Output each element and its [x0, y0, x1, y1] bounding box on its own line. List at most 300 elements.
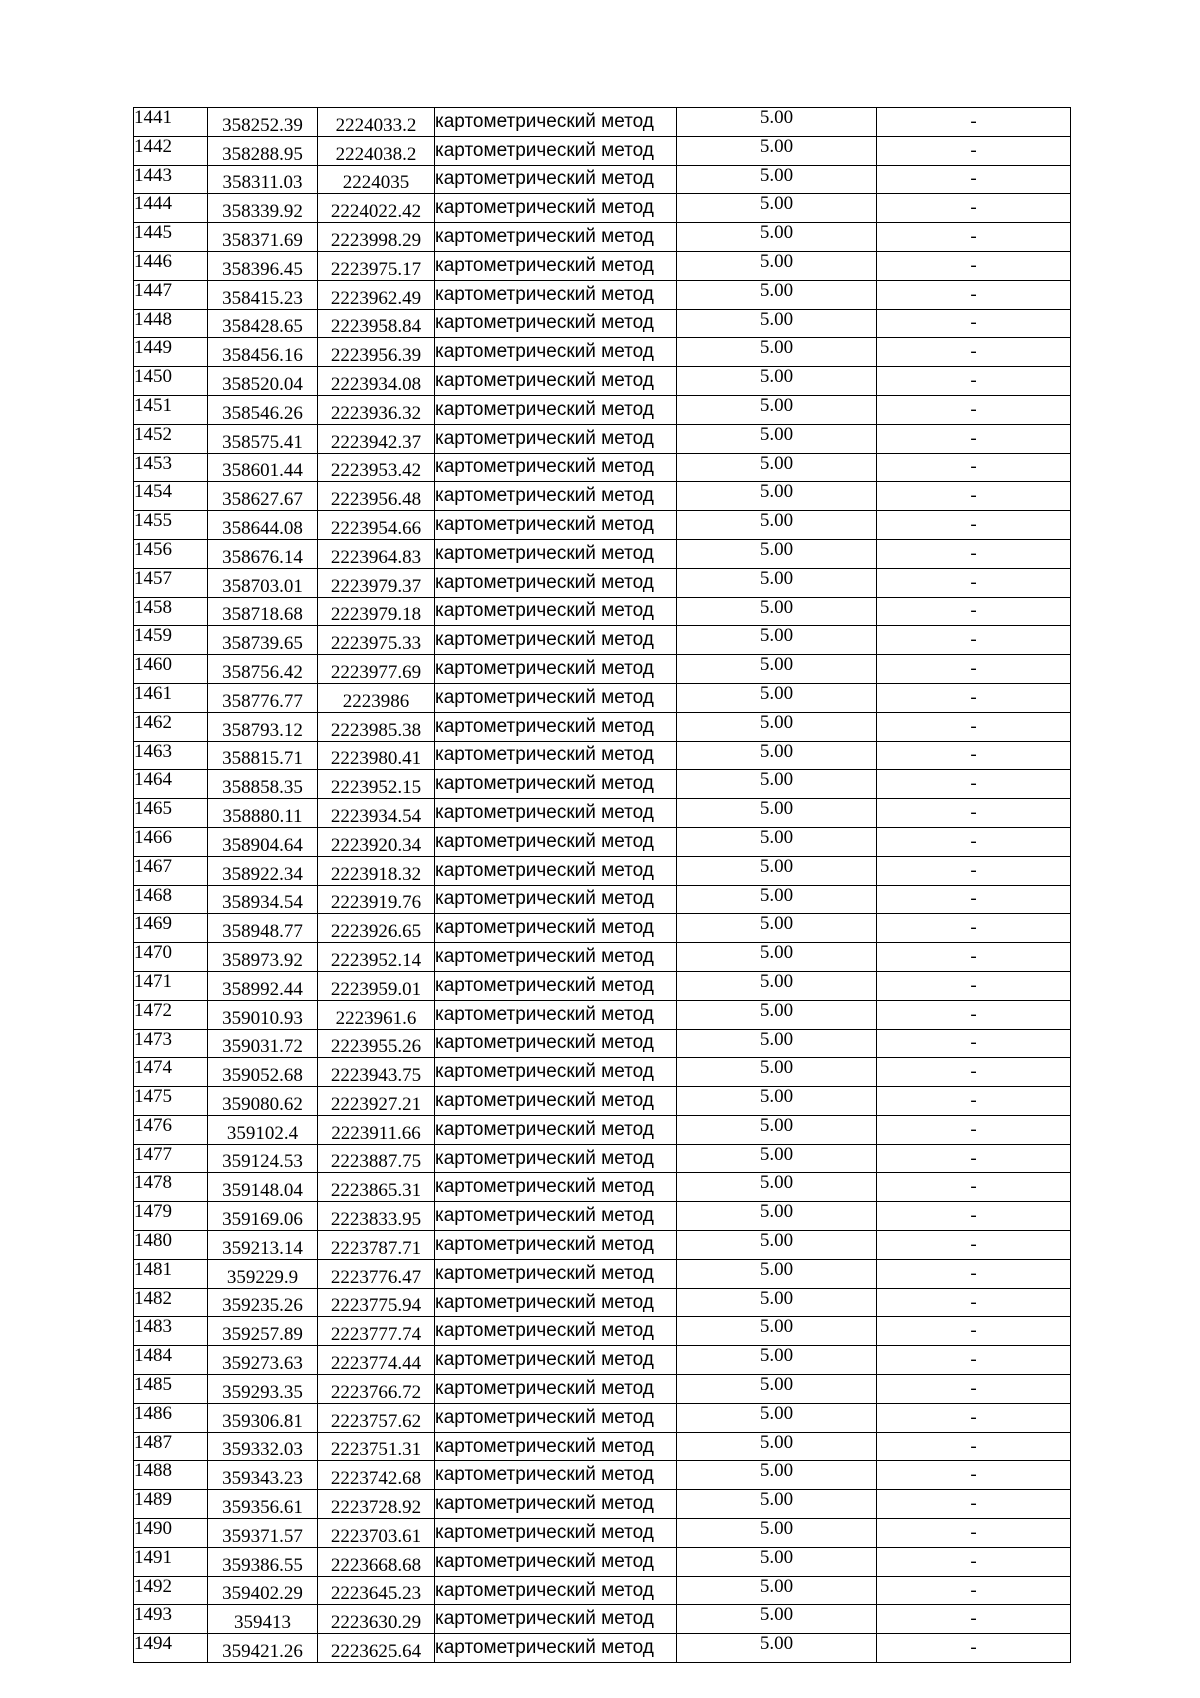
method-cell: картометрический метод — [435, 1058, 677, 1087]
point-number-cell: 1445 — [134, 223, 208, 252]
x-coordinate-cell: 358776.77 — [208, 683, 318, 712]
y-coordinate-cell: 2223962.49 — [318, 280, 435, 309]
table-row — [134, 568, 1071, 597]
table-row — [134, 1576, 1071, 1605]
y-coordinate-cell: 2223833.95 — [318, 1202, 435, 1231]
table-row — [134, 1403, 1071, 1432]
y-coordinate-cell: 2224035 — [318, 165, 435, 194]
x-coordinate-cell: 358880.11 — [208, 799, 318, 828]
note-cell: - — [877, 309, 1071, 338]
coordinates-table-body — [134, 108, 1071, 1663]
point-number-cell: 1470 — [134, 943, 208, 972]
precision-cell: 5.00 — [677, 655, 877, 684]
method-cell: картометрический метод — [435, 338, 677, 367]
x-coordinate-cell: 359332.03 — [208, 1432, 318, 1461]
x-coordinate-cell: 358288.95 — [208, 136, 318, 165]
y-coordinate-cell: 2223954.66 — [318, 511, 435, 540]
y-coordinate-cell: 2223934.54 — [318, 799, 435, 828]
table-row — [134, 827, 1071, 856]
method-cell: картометрический метод — [435, 712, 677, 741]
precision-cell: 5.00 — [677, 943, 877, 972]
precision-cell: 5.00 — [677, 280, 877, 309]
method-cell: картометрический метод — [435, 223, 677, 252]
method-cell: картометрический метод — [435, 482, 677, 511]
point-number-cell: 1443 — [134, 165, 208, 194]
note-cell: - — [877, 1173, 1071, 1202]
table-row — [134, 1144, 1071, 1173]
coordinates-table — [133, 107, 1071, 1663]
x-coordinate-cell: 358371.69 — [208, 223, 318, 252]
method-cell: картометрический метод — [435, 1576, 677, 1605]
x-coordinate-cell: 359371.57 — [208, 1519, 318, 1548]
table-row — [134, 251, 1071, 280]
precision-cell: 5.00 — [677, 511, 877, 540]
x-coordinate-cell: 358428.65 — [208, 309, 318, 338]
x-coordinate-cell: 358575.41 — [208, 424, 318, 453]
table-row — [134, 971, 1071, 1000]
point-number-cell: 1489 — [134, 1490, 208, 1519]
precision-cell: 5.00 — [677, 626, 877, 655]
y-coordinate-cell: 2223961.6 — [318, 1000, 435, 1029]
note-cell: - — [877, 1403, 1071, 1432]
point-number-cell: 1474 — [134, 1058, 208, 1087]
method-cell: картометрический метод — [435, 971, 677, 1000]
note-cell: - — [877, 1461, 1071, 1490]
note-cell: - — [877, 914, 1071, 943]
x-coordinate-cell: 359402.29 — [208, 1576, 318, 1605]
point-number-cell: 1466 — [134, 827, 208, 856]
method-cell: картометрический метод — [435, 1519, 677, 1548]
method-cell: картометрический метод — [435, 395, 677, 424]
point-number-cell: 1459 — [134, 626, 208, 655]
y-coordinate-cell: 2223757.62 — [318, 1403, 435, 1432]
precision-cell: 5.00 — [677, 741, 877, 770]
x-coordinate-cell: 358644.08 — [208, 511, 318, 540]
x-coordinate-cell: 359229.9 — [208, 1259, 318, 1288]
precision-cell: 5.00 — [677, 1490, 877, 1519]
method-cell: картометрический метод — [435, 1029, 677, 1058]
y-coordinate-cell: 2223625.64 — [318, 1634, 435, 1663]
y-coordinate-cell: 2223998.29 — [318, 223, 435, 252]
y-coordinate-cell: 2223956.39 — [318, 338, 435, 367]
precision-cell: 5.00 — [677, 1547, 877, 1576]
y-coordinate-cell: 2223787.71 — [318, 1231, 435, 1260]
note-cell: - — [877, 367, 1071, 396]
method-cell: картометрический метод — [435, 597, 677, 626]
note-cell: - — [877, 1432, 1071, 1461]
note-cell: - — [877, 626, 1071, 655]
table-row — [134, 511, 1071, 540]
x-coordinate-cell: 358456.16 — [208, 338, 318, 367]
point-number-cell: 1475 — [134, 1087, 208, 1116]
y-coordinate-cell: 2223979.18 — [318, 597, 435, 626]
point-number-cell: 1457 — [134, 568, 208, 597]
table-row — [134, 683, 1071, 712]
point-number-cell: 1441 — [134, 108, 208, 137]
x-coordinate-cell: 359052.68 — [208, 1058, 318, 1087]
method-cell: картометрический метод — [435, 914, 677, 943]
point-number-cell: 1472 — [134, 1000, 208, 1029]
precision-cell: 5.00 — [677, 1317, 877, 1346]
y-coordinate-cell: 2223934.08 — [318, 367, 435, 396]
note-cell: - — [877, 943, 1071, 972]
x-coordinate-cell: 358703.01 — [208, 568, 318, 597]
y-coordinate-cell: 2223918.32 — [318, 856, 435, 885]
x-coordinate-cell: 359235.26 — [208, 1288, 318, 1317]
y-coordinate-cell: 2223956.48 — [318, 482, 435, 511]
note-cell: - — [877, 338, 1071, 367]
y-coordinate-cell: 2223964.83 — [318, 539, 435, 568]
x-coordinate-cell: 358815.71 — [208, 741, 318, 770]
y-coordinate-cell: 2224022.42 — [318, 194, 435, 223]
method-cell: картометрический метод — [435, 309, 677, 338]
x-coordinate-cell: 358627.67 — [208, 482, 318, 511]
point-number-cell: 1487 — [134, 1432, 208, 1461]
precision-cell: 5.00 — [677, 309, 877, 338]
table-row — [134, 1000, 1071, 1029]
method-cell: картометрический метод — [435, 799, 677, 828]
point-number-cell: 1444 — [134, 194, 208, 223]
x-coordinate-cell: 358904.64 — [208, 827, 318, 856]
precision-cell: 5.00 — [677, 1519, 877, 1548]
precision-cell: 5.00 — [677, 1346, 877, 1375]
y-coordinate-cell: 2223920.34 — [318, 827, 435, 856]
x-coordinate-cell: 359343.23 — [208, 1461, 318, 1490]
note-cell: - — [877, 712, 1071, 741]
y-coordinate-cell: 2223911.66 — [318, 1115, 435, 1144]
table-row — [134, 424, 1071, 453]
y-coordinate-cell: 2223927.21 — [318, 1087, 435, 1116]
precision-cell: 5.00 — [677, 597, 877, 626]
x-coordinate-cell: 359124.53 — [208, 1144, 318, 1173]
y-coordinate-cell: 2223645.23 — [318, 1576, 435, 1605]
method-cell: картометрический метод — [435, 1490, 677, 1519]
note-cell: - — [877, 1547, 1071, 1576]
y-coordinate-cell: 2223955.26 — [318, 1029, 435, 1058]
y-coordinate-cell: 2223775.94 — [318, 1288, 435, 1317]
table-row — [134, 223, 1071, 252]
x-coordinate-cell: 359386.55 — [208, 1547, 318, 1576]
note-cell: - — [877, 1519, 1071, 1548]
precision-cell: 5.00 — [677, 1432, 877, 1461]
table-row — [134, 165, 1071, 194]
y-coordinate-cell: 2223936.32 — [318, 395, 435, 424]
note-cell: - — [877, 280, 1071, 309]
x-coordinate-cell: 358756.42 — [208, 655, 318, 684]
table-row — [134, 136, 1071, 165]
note-cell: - — [877, 799, 1071, 828]
x-coordinate-cell: 359102.4 — [208, 1115, 318, 1144]
method-cell: картометрический метод — [435, 1173, 677, 1202]
method-cell: картометрический метод — [435, 655, 677, 684]
x-coordinate-cell: 358339.92 — [208, 194, 318, 223]
x-coordinate-cell: 358858.35 — [208, 770, 318, 799]
point-number-cell: 1481 — [134, 1259, 208, 1288]
precision-cell: 5.00 — [677, 395, 877, 424]
method-cell: картометрический метод — [435, 1000, 677, 1029]
note-cell: - — [877, 1288, 1071, 1317]
x-coordinate-cell: 358739.65 — [208, 626, 318, 655]
method-cell: картометрический метод — [435, 626, 677, 655]
y-coordinate-cell: 2223926.65 — [318, 914, 435, 943]
x-coordinate-cell: 359421.26 — [208, 1634, 318, 1663]
note-cell: - — [877, 1202, 1071, 1231]
point-number-cell: 1479 — [134, 1202, 208, 1231]
note-cell: - — [877, 136, 1071, 165]
point-number-cell: 1451 — [134, 395, 208, 424]
method-cell: картометрический метод — [435, 741, 677, 770]
table-row — [134, 194, 1071, 223]
table-row — [134, 1029, 1071, 1058]
point-number-cell: 1448 — [134, 309, 208, 338]
x-coordinate-cell: 358992.44 — [208, 971, 318, 1000]
table-row — [134, 1432, 1071, 1461]
method-cell: картометрический метод — [435, 136, 677, 165]
point-number-cell: 1483 — [134, 1317, 208, 1346]
table-row — [134, 1634, 1071, 1663]
point-number-cell: 1485 — [134, 1375, 208, 1404]
method-cell: картометрический метод — [435, 770, 677, 799]
y-coordinate-cell: 2223887.75 — [318, 1144, 435, 1173]
point-number-cell: 1491 — [134, 1547, 208, 1576]
method-cell: картометрический метод — [435, 1346, 677, 1375]
table-row — [134, 280, 1071, 309]
table-row — [134, 626, 1071, 655]
precision-cell: 5.00 — [677, 108, 877, 137]
table-row — [134, 108, 1071, 137]
note-cell: - — [877, 251, 1071, 280]
point-number-cell: 1488 — [134, 1461, 208, 1490]
point-number-cell: 1455 — [134, 511, 208, 540]
note-cell: - — [877, 1115, 1071, 1144]
method-cell: картометрический метод — [435, 1259, 677, 1288]
method-cell: картометрический метод — [435, 165, 677, 194]
x-coordinate-cell: 358934.54 — [208, 885, 318, 914]
precision-cell: 5.00 — [677, 251, 877, 280]
table-row — [134, 856, 1071, 885]
precision-cell: 5.00 — [677, 1202, 877, 1231]
precision-cell: 5.00 — [677, 1403, 877, 1432]
note-cell: - — [877, 395, 1071, 424]
point-number-cell: 1477 — [134, 1144, 208, 1173]
note-cell: - — [877, 1375, 1071, 1404]
note-cell: - — [877, 655, 1071, 684]
method-cell: картометрический метод — [435, 511, 677, 540]
point-number-cell: 1442 — [134, 136, 208, 165]
point-number-cell: 1458 — [134, 597, 208, 626]
y-coordinate-cell: 2223952.14 — [318, 943, 435, 972]
method-cell: картометрический метод — [435, 1144, 677, 1173]
point-number-cell: 1460 — [134, 655, 208, 684]
note-cell: - — [877, 1576, 1071, 1605]
point-number-cell: 1463 — [134, 741, 208, 770]
y-coordinate-cell: 2223776.47 — [318, 1259, 435, 1288]
method-cell: картометрический метод — [435, 108, 677, 137]
y-coordinate-cell: 2223985.38 — [318, 712, 435, 741]
point-number-cell: 1486 — [134, 1403, 208, 1432]
table-row — [134, 1202, 1071, 1231]
method-cell: картометрический метод — [435, 251, 677, 280]
precision-cell: 5.00 — [677, 1058, 877, 1087]
precision-cell: 5.00 — [677, 712, 877, 741]
precision-cell: 5.00 — [677, 1634, 877, 1663]
x-coordinate-cell: 358948.77 — [208, 914, 318, 943]
table-row — [134, 367, 1071, 396]
y-coordinate-cell: 2223919.76 — [318, 885, 435, 914]
table-row — [134, 943, 1071, 972]
note-cell: - — [877, 856, 1071, 885]
point-number-cell: 1478 — [134, 1173, 208, 1202]
point-number-cell: 1473 — [134, 1029, 208, 1058]
method-cell: картометрический метод — [435, 1634, 677, 1663]
y-coordinate-cell: 2224033.2 — [318, 108, 435, 137]
table-row — [134, 338, 1071, 367]
y-coordinate-cell: 2223777.74 — [318, 1317, 435, 1346]
precision-cell: 5.00 — [677, 194, 877, 223]
precision-cell: 5.00 — [677, 1288, 877, 1317]
y-coordinate-cell: 2223942.37 — [318, 424, 435, 453]
x-coordinate-cell: 359413 — [208, 1605, 318, 1634]
point-number-cell: 1449 — [134, 338, 208, 367]
table-row — [134, 309, 1071, 338]
x-coordinate-cell: 359257.89 — [208, 1317, 318, 1346]
y-coordinate-cell: 2223977.69 — [318, 655, 435, 684]
table-row — [134, 914, 1071, 943]
method-cell: картометрический метод — [435, 1317, 677, 1346]
note-cell: - — [877, 827, 1071, 856]
note-cell: - — [877, 165, 1071, 194]
precision-cell: 5.00 — [677, 1231, 877, 1260]
method-cell: картометрический метод — [435, 424, 677, 453]
note-cell: - — [877, 1231, 1071, 1260]
table-row — [134, 885, 1071, 914]
table-row — [134, 1231, 1071, 1260]
point-number-cell: 1446 — [134, 251, 208, 280]
x-coordinate-cell: 359031.72 — [208, 1029, 318, 1058]
y-coordinate-cell: 2223958.84 — [318, 309, 435, 338]
x-coordinate-cell: 358601.44 — [208, 453, 318, 482]
method-cell: картометрический метод — [435, 1375, 677, 1404]
table-row — [134, 655, 1071, 684]
note-cell: - — [877, 683, 1071, 712]
precision-cell: 5.00 — [677, 1259, 877, 1288]
y-coordinate-cell: 2223986 — [318, 683, 435, 712]
point-number-cell: 1450 — [134, 367, 208, 396]
precision-cell: 5.00 — [677, 1461, 877, 1490]
y-coordinate-cell: 2223728.92 — [318, 1490, 435, 1519]
table-row — [134, 453, 1071, 482]
note-cell: - — [877, 1029, 1071, 1058]
point-number-cell: 1482 — [134, 1288, 208, 1317]
method-cell: картометрический метод — [435, 453, 677, 482]
method-cell: картометрический метод — [435, 1087, 677, 1116]
x-coordinate-cell: 359080.62 — [208, 1087, 318, 1116]
y-coordinate-cell: 2223703.61 — [318, 1519, 435, 1548]
x-coordinate-cell: 358396.45 — [208, 251, 318, 280]
precision-cell: 5.00 — [677, 165, 877, 194]
y-coordinate-cell: 2223975.17 — [318, 251, 435, 280]
method-cell: картометрический метод — [435, 683, 677, 712]
point-number-cell: 1465 — [134, 799, 208, 828]
point-number-cell: 1461 — [134, 683, 208, 712]
x-coordinate-cell: 359293.35 — [208, 1375, 318, 1404]
method-cell: картометрический метод — [435, 1432, 677, 1461]
x-coordinate-cell: 358676.14 — [208, 539, 318, 568]
method-cell: картометрический метод — [435, 539, 677, 568]
y-coordinate-cell: 2223979.37 — [318, 568, 435, 597]
note-cell: - — [877, 1087, 1071, 1116]
x-coordinate-cell: 359356.61 — [208, 1490, 318, 1519]
y-coordinate-cell: 2223975.33 — [318, 626, 435, 655]
point-number-cell: 1452 — [134, 424, 208, 453]
x-coordinate-cell: 359273.63 — [208, 1346, 318, 1375]
table-row — [134, 741, 1071, 770]
x-coordinate-cell: 358546.26 — [208, 395, 318, 424]
point-number-cell: 1467 — [134, 856, 208, 885]
x-coordinate-cell: 358311.03 — [208, 165, 318, 194]
y-coordinate-cell: 2223766.72 — [318, 1375, 435, 1404]
x-coordinate-cell: 359169.06 — [208, 1202, 318, 1231]
note-cell: - — [877, 453, 1071, 482]
note-cell: - — [877, 1000, 1071, 1029]
precision-cell: 5.00 — [677, 1375, 877, 1404]
table-row — [134, 597, 1071, 626]
x-coordinate-cell: 358922.34 — [208, 856, 318, 885]
precision-cell: 5.00 — [677, 1000, 877, 1029]
method-cell: картометрический метод — [435, 1605, 677, 1634]
note-cell: - — [877, 511, 1071, 540]
note-cell: - — [877, 568, 1071, 597]
note-cell: - — [877, 1058, 1071, 1087]
y-coordinate-cell: 2223952.15 — [318, 770, 435, 799]
method-cell: картометрический метод — [435, 1231, 677, 1260]
table-row — [134, 1519, 1071, 1548]
x-coordinate-cell: 358793.12 — [208, 712, 318, 741]
table-row — [134, 1346, 1071, 1375]
y-coordinate-cell: 2223751.31 — [318, 1432, 435, 1461]
method-cell: картометрический метод — [435, 367, 677, 396]
method-cell: картометрический метод — [435, 1288, 677, 1317]
y-coordinate-cell: 2224038.2 — [318, 136, 435, 165]
x-coordinate-cell: 358718.68 — [208, 597, 318, 626]
point-number-cell: 1468 — [134, 885, 208, 914]
table-row — [134, 1547, 1071, 1576]
point-number-cell: 1471 — [134, 971, 208, 1000]
method-cell: картометрический метод — [435, 827, 677, 856]
precision-cell: 5.00 — [677, 827, 877, 856]
note-cell: - — [877, 1490, 1071, 1519]
point-number-cell: 1447 — [134, 280, 208, 309]
note-cell: - — [877, 482, 1071, 511]
precision-cell: 5.00 — [677, 1087, 877, 1116]
y-coordinate-cell: 2223953.42 — [318, 453, 435, 482]
note-cell: - — [877, 194, 1071, 223]
method-cell: картометрический метод — [435, 280, 677, 309]
precision-cell: 5.00 — [677, 136, 877, 165]
point-number-cell: 1469 — [134, 914, 208, 943]
point-number-cell: 1480 — [134, 1231, 208, 1260]
table-row — [134, 1490, 1071, 1519]
precision-cell: 5.00 — [677, 856, 877, 885]
note-cell: - — [877, 223, 1071, 252]
precision-cell: 5.00 — [677, 1173, 877, 1202]
point-number-cell: 1454 — [134, 482, 208, 511]
table-row — [134, 1605, 1071, 1634]
note-cell: - — [877, 1317, 1071, 1346]
method-cell: картометрический метод — [435, 1202, 677, 1231]
x-coordinate-cell: 358973.92 — [208, 943, 318, 972]
precision-cell: 5.00 — [677, 683, 877, 712]
